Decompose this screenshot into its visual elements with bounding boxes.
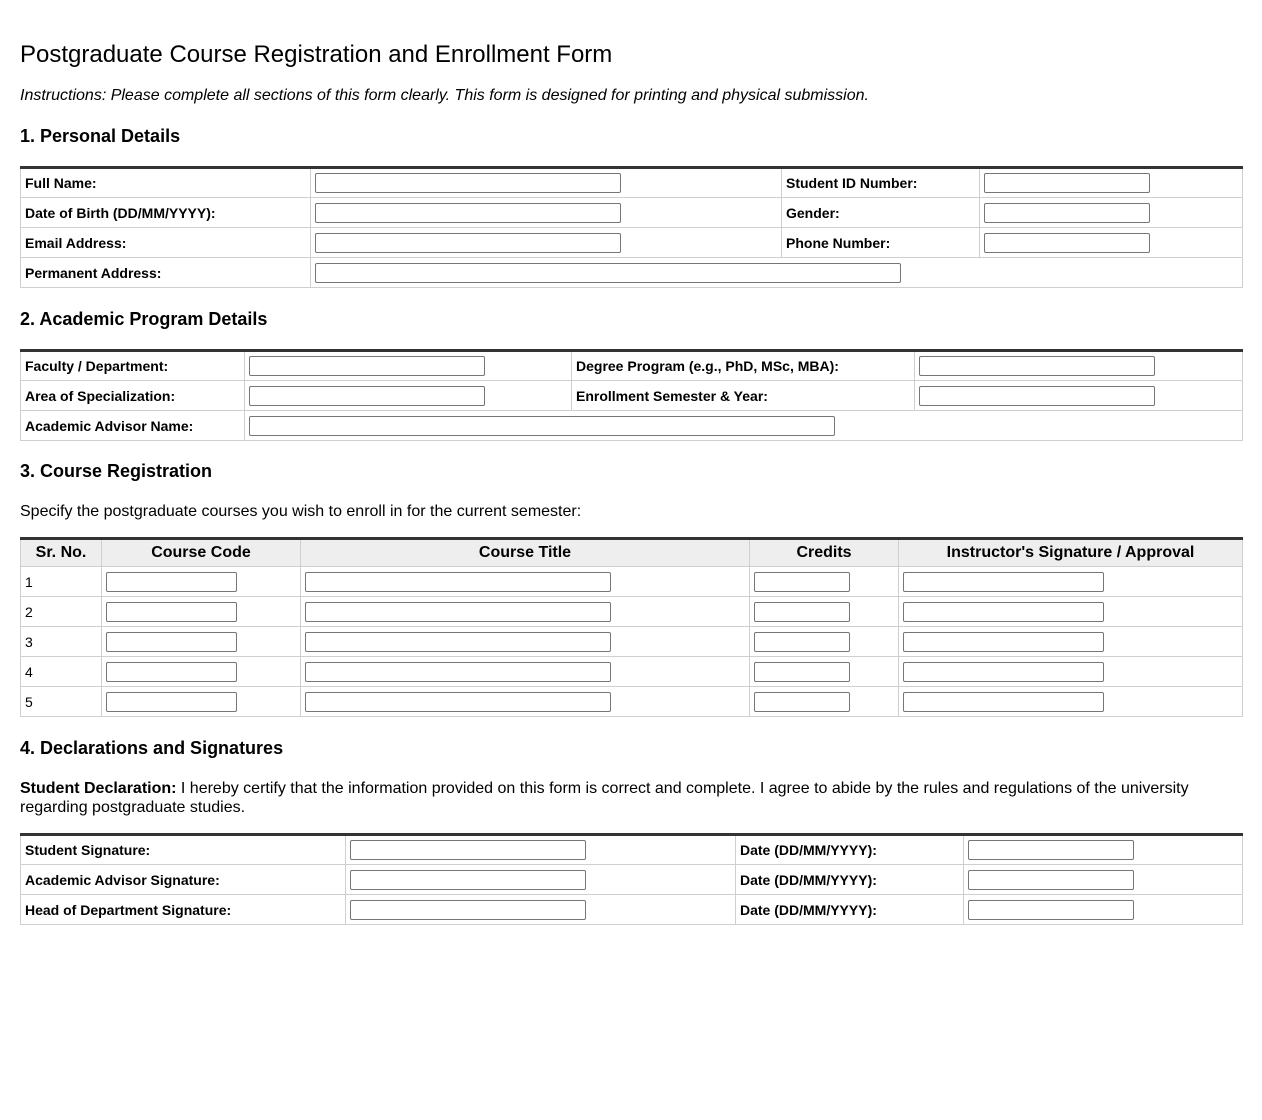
- advisor-signature-field[interactable]: [350, 870, 586, 890]
- table-row: [21, 865, 1243, 895]
- credits-field[interactable]: [754, 632, 850, 652]
- student-id-label: Student ID Number:: [782, 168, 980, 198]
- student-signature-label: Student Signature:: [21, 835, 346, 865]
- hod-signature-label: Head of Department Signature:: [21, 895, 346, 925]
- student-signature-field[interactable]: [350, 840, 586, 860]
- page-title: Postgraduate Course Registration and Enrollment Form: [20, 41, 613, 68]
- credits-field[interactable]: [754, 572, 850, 592]
- signatures-table: [20, 833, 1243, 925]
- section-heading-academic: 2. Academic Program Details: [20, 309, 268, 329]
- instructor-signature-field[interactable]: [903, 692, 1104, 712]
- table-row: [21, 567, 1243, 597]
- gender-field[interactable]: [984, 203, 1150, 223]
- course-title-field[interactable]: [305, 602, 611, 622]
- course-code-field[interactable]: [106, 692, 237, 712]
- table-row: [21, 411, 1243, 441]
- phone-label: Phone Number:: [782, 228, 980, 258]
- column-header: Credits: [750, 539, 899, 567]
- degree-label: Degree Program (e.g., PhD, MSc, MBA):: [572, 351, 915, 381]
- email-field[interactable]: [315, 233, 621, 253]
- faculty-field[interactable]: [249, 356, 485, 376]
- date-label: Date (DD/MM/YYYY):: [736, 895, 964, 925]
- date-label: Date (DD/MM/YYYY):: [736, 865, 964, 895]
- advisor-date-field[interactable]: [968, 870, 1134, 890]
- section-heading-courses: 3. Course Registration: [20, 461, 213, 481]
- course-title-field[interactable]: [305, 692, 611, 712]
- table-row: [21, 228, 1243, 258]
- full-name-label: Full Name:: [21, 168, 311, 198]
- degree-field[interactable]: [919, 356, 1155, 376]
- personal-details-table: [20, 166, 1243, 288]
- row-number: 3: [21, 627, 102, 657]
- instructor-signature-field[interactable]: [903, 632, 1104, 652]
- credits-field[interactable]: [754, 692, 850, 712]
- table-row: [21, 258, 1243, 288]
- column-header: Sr. No.: [21, 539, 102, 567]
- table-row: [21, 895, 1243, 925]
- table-row: [21, 835, 1243, 865]
- credits-field[interactable]: [754, 602, 850, 622]
- course-code-field[interactable]: [106, 602, 237, 622]
- course-title-field[interactable]: [305, 632, 611, 652]
- semester-label: Enrollment Semester & Year:: [572, 381, 915, 411]
- declaration-label: Student Declaration:: [20, 780, 177, 797]
- credits-field[interactable]: [754, 662, 850, 682]
- hod-date-field[interactable]: [968, 900, 1134, 920]
- courses-intro-text: Specify the postgraduate courses you wish to enroll in for the current semester:: [20, 503, 582, 520]
- table-row: [21, 381, 1243, 411]
- gender-label: Gender:: [782, 198, 980, 228]
- instructor-signature-field[interactable]: [903, 662, 1104, 682]
- table-row: [21, 168, 1243, 198]
- advisor-name-field[interactable]: [249, 416, 835, 436]
- table-row: [21, 351, 1243, 381]
- column-header: Course Code: [102, 539, 301, 567]
- dob-field[interactable]: [315, 203, 621, 223]
- row-number: 4: [21, 657, 102, 687]
- section-heading-personal: 1. Personal Details: [20, 126, 181, 146]
- course-title-field[interactable]: [305, 572, 611, 592]
- course-code-field[interactable]: [106, 572, 237, 592]
- student-id-field[interactable]: [984, 173, 1150, 193]
- hod-signature-field[interactable]: [350, 900, 586, 920]
- table-row: [21, 198, 1243, 228]
- dob-label: Date of Birth (DD/MM/YYYY):: [21, 198, 311, 228]
- instructor-signature-field[interactable]: [903, 572, 1104, 592]
- student-declaration: [20, 779, 1242, 817]
- date-label: Date (DD/MM/YYYY):: [736, 835, 964, 865]
- specialization-field[interactable]: [249, 386, 485, 406]
- table-row: [21, 687, 1243, 717]
- section-heading-declarations: 4. Declarations and Signatures: [20, 738, 284, 758]
- semester-field[interactable]: [919, 386, 1155, 406]
- academic-details-table: [20, 349, 1243, 441]
- specialization-label: Area of Specialization:: [21, 381, 245, 411]
- course-registration-table: [20, 537, 1243, 717]
- column-header: Course Title: [301, 539, 750, 567]
- instructions-text: Instructions: Please complete all sections of this form clearly. This form is designed for printing and physical submission.: [20, 87, 869, 104]
- student-date-field[interactable]: [968, 840, 1134, 860]
- email-label: Email Address:: [21, 228, 311, 258]
- phone-field[interactable]: [984, 233, 1150, 253]
- row-number: 2: [21, 597, 102, 627]
- full-name-field[interactable]: [315, 173, 621, 193]
- course-title-field[interactable]: [305, 662, 611, 682]
- advisor-signature-label: Academic Advisor Signature:: [21, 865, 346, 895]
- column-header: Instructor's Signature / Approval: [899, 539, 1243, 567]
- declaration-text: I hereby certify that the information provided on this form is correct and complete. I agree to abide by the rules and regulations of the university regarding postgraduate studies.: [20, 780, 1189, 816]
- instructor-signature-field[interactable]: [903, 602, 1104, 622]
- table-row: [21, 657, 1243, 687]
- table-row: [21, 597, 1243, 627]
- course-code-field[interactable]: [106, 662, 237, 682]
- row-number: 1: [21, 567, 102, 597]
- advisor-name-label: Academic Advisor Name:: [21, 411, 245, 441]
- faculty-label: Faculty / Department:: [21, 351, 245, 381]
- address-label: Permanent Address:: [21, 258, 311, 288]
- row-number: 5: [21, 687, 102, 717]
- table-header-row: [21, 539, 1243, 567]
- course-code-field[interactable]: [106, 632, 237, 652]
- table-row: [21, 627, 1243, 657]
- address-field[interactable]: [315, 263, 901, 283]
